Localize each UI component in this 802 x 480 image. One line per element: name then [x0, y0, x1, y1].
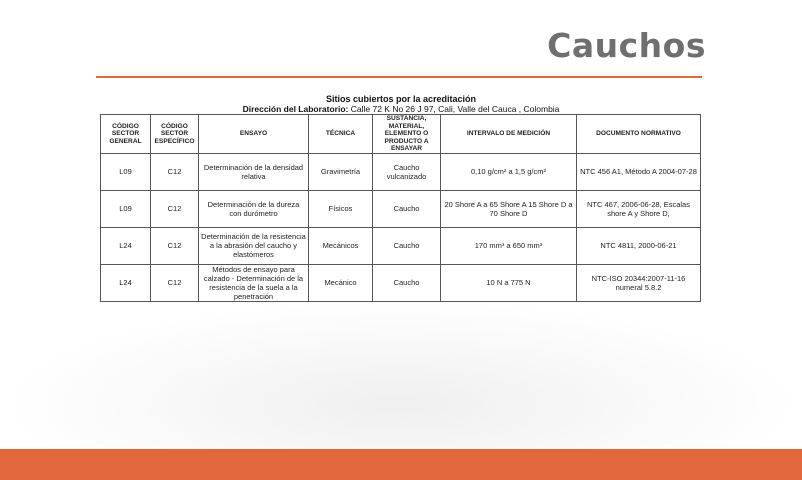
table-cell: 20 Shore A a 65 Shore A 15 Shore D a 70 Shore D — [441, 190, 577, 227]
header-cell: CÓDIGO SECTOR GENERAL — [101, 115, 151, 154]
table-row — [101, 153, 701, 190]
table-cell: Caucho — [373, 190, 441, 227]
address-value: Calle 72 K No 26 J 97, Cali, Valle del Cauca , Colombia — [350, 104, 560, 114]
table-cell: Caucho — [373, 227, 441, 264]
page-title: Cauchos — [547, 26, 706, 65]
table-cell: Mecánicos — [309, 227, 373, 264]
table-cell: Métodos de ensayo para calzado - Determinación de la resistencia de la suela a la penetración — [199, 264, 309, 301]
table-row — [101, 190, 701, 227]
table-cell: C12 — [151, 227, 199, 264]
table-cell: NTC-ISO 20344:2007-11-16 numeral 5.8.2 — [577, 264, 701, 301]
header-cell: TÉCNICA — [309, 115, 373, 154]
table-cell: L24 — [101, 227, 151, 264]
header-cell: DOCUMENTO NORMATIVO — [577, 115, 701, 154]
table-cell: C12 — [151, 153, 199, 190]
table-cell: Mecánico — [309, 264, 373, 301]
table-cell: 10 N a 775 N — [441, 264, 577, 301]
table-cell: Caucho vulcanizado — [373, 153, 441, 190]
header-cell: ENSAYO — [199, 115, 309, 154]
table-cell: NTC 456 A1, Método A 2004-07-28 — [577, 153, 701, 190]
table-cell: L09 — [101, 190, 151, 227]
header-cell: INTERVALO DE MEDICIÓN — [441, 115, 577, 154]
table-cell: Determinación de la resistencia a la abrasión del caucho y elastómeros — [199, 227, 309, 264]
table-cell: Caucho — [373, 264, 441, 301]
table-cell: C12 — [151, 264, 199, 301]
table-cell: L09 — [101, 153, 151, 190]
table-cell: L24 — [101, 264, 151, 301]
table-cell: Determinación de la dureza con durómetro — [199, 190, 309, 227]
table-cell: NTC 467, 2006-06-28, Escalas shore A y Shore D, — [577, 190, 701, 227]
table-cell: 0,10 g/cm² a 1,5 g/cm² — [441, 153, 577, 190]
table-caption — [100, 94, 702, 114]
title-underline — [96, 76, 702, 78]
table-cell: NTC 4811, 2000-06-21 — [577, 227, 701, 264]
table-cell: C12 — [151, 190, 199, 227]
header-cell: CÓDIGO SECTOR ESPECÍFICO — [151, 115, 199, 154]
accreditation-table — [100, 114, 701, 302]
table-cell: Gravimetría — [309, 153, 373, 190]
caption-address — [100, 104, 702, 114]
table-cell: Determinación de la densidad relativa — [199, 153, 309, 190]
table-row — [101, 227, 701, 264]
table-header-row — [101, 115, 701, 154]
header-cell: SUSTANCIA, MATERIAL, ELEMENTO O PRODUCTO A ENSAYAR — [373, 115, 441, 154]
table-cell: 170 mm³ a 650 mm³ — [441, 227, 577, 264]
address-label: Dirección del Laboratorio: — [242, 104, 349, 114]
table-row — [101, 264, 701, 301]
table-cell: Físicos — [309, 190, 373, 227]
footer-bar — [0, 449, 802, 480]
caption-heading: Sitios cubiertos por la acreditación — [325, 94, 477, 104]
background-wave-pattern — [0, 300, 802, 450]
